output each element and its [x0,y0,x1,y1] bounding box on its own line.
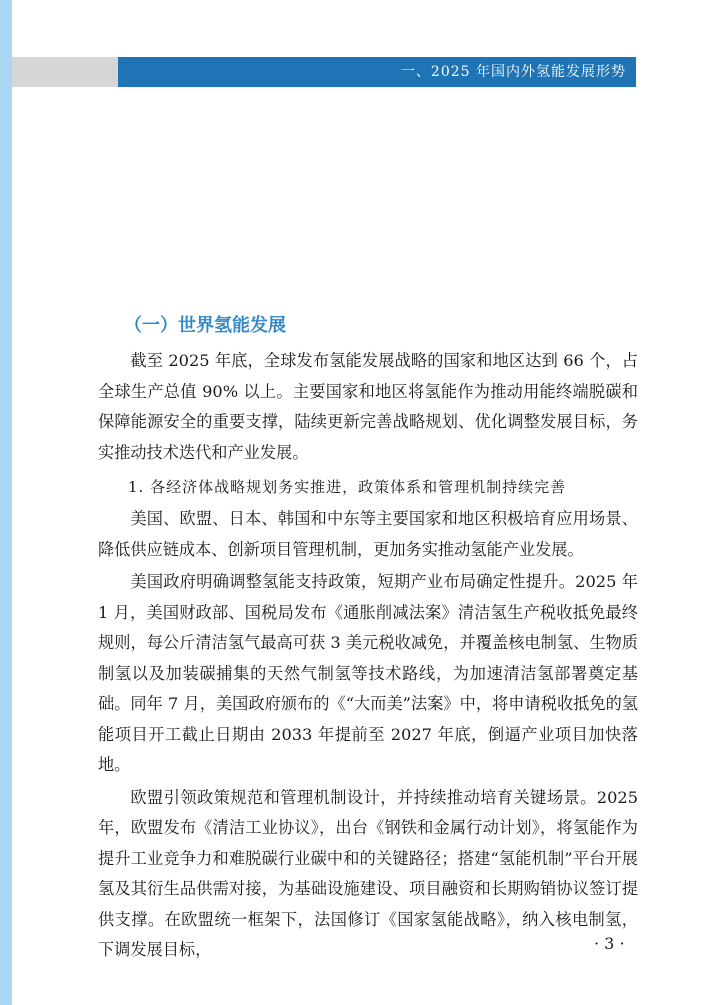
paragraph-usa: 美国政府明确调整氢能支持政策，短期产业布局确定性提升。2025 年 1 月，美国财政部、国税局发布《通胀削减法案》清洁氢生产税收抵免最终规则，每公斤清洁氢气最高可获 3 美元税收减免，并覆盖核电制氢、生物质制氢以及加装碳捕集的天然气制氢等技术路线，为加速清洁氢部署奠定基础。同年 7 月，美国政府颁布的《“大而美”法案》中，将申请税收抵免的氢能项目开工截止日期由 2033 年提前至 2027 年底，倒逼产业项目加快落地。 [98,572,638,774]
paragraph-intro: 截至 2025 年底，全球发布氢能发展战略的国家和地区达到 66 个，占全球生产总值 90% 以上。主要国家和地区将氢能作为推动用能终端脱碳和保障能源安全的重要支撑，陆续更新完善战略规划、优化调整发展目标，务实推动技术迭代和产业发展。 [98,351,638,462]
page-body [98,312,638,966]
page-number: · 3 · [594,934,625,953]
paragraph-overview: 美国、欧盟、日本、韩国和中东等主要国家和地区积极培育应用场景、降低供应链成本、创新项目管理机制，更加务实推动氢能产业发展。 [98,509,638,559]
running-header-title: 一、2025 年国内外氢能发展形势 [400,64,626,80]
header-gray-block [12,57,118,87]
left-color-stripe [0,0,12,1005]
paragraph-eu: 欧盟引领政策规范和管理机制设计，并持续推动培育关键场景。2025 年，欧盟发布《清洁工业协议》，出台《钢铁和金属行动计划》，将氢能作为提升工业竞争力和难脱碳行业碳中和的关键路径；搭建“氢能机制”平台开展氢及其衍生品供需对接，为基础设施建设、项目融资和长期购销协议签订提供支撑。在欧盟统一框架下，法国修订《国家氢能战略》，纳入核电制氢，下调发展目标， [98,787,638,959]
section-title: （一）世界氢能发展 [124,315,286,336]
running-header [118,57,636,87]
subheading-1: 1. 各经济体战略规划务实推进，政策体系和管理机制持续完善 [128,478,567,496]
